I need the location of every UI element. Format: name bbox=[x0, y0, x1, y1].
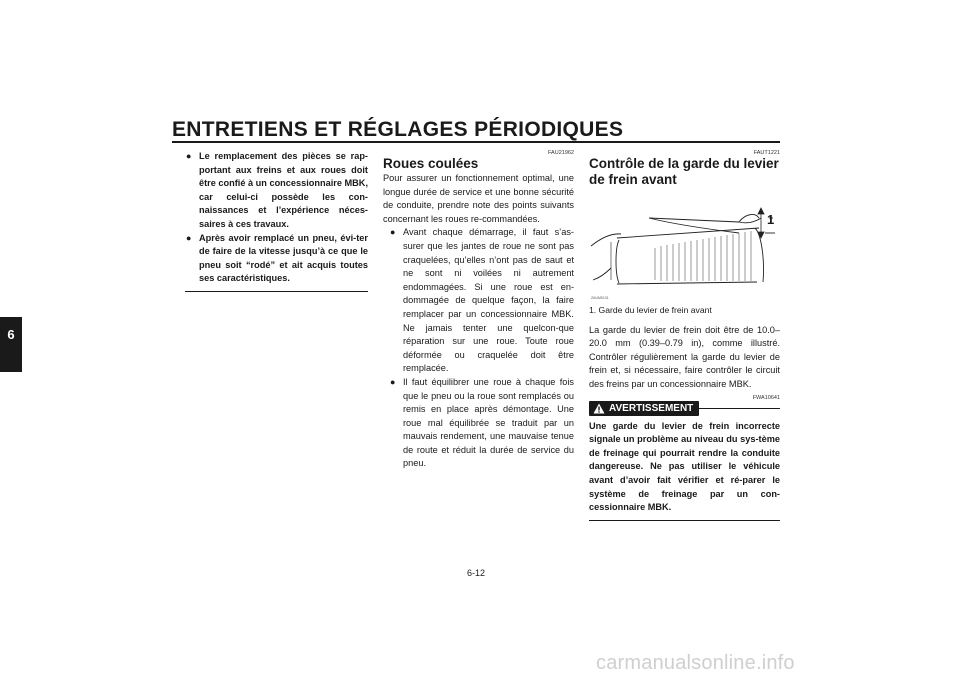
wheel-bullets bbox=[389, 226, 574, 471]
figure-caption: 1. Garde du levier de frein avant bbox=[589, 305, 712, 315]
bullet-icon: ● bbox=[390, 227, 396, 238]
bullet-icon: ● bbox=[186, 232, 192, 243]
bullet-text: Avant chaque démarrage, il faut s’as-surer que les jantes de roue ne sont pas craquelées, qu’elles n’ont pas de saut et ne sont ni voilées ni autrement endommagées. Si une roue est en-dommagée de quelque façon, la faire remplacer par un concessionnaire MBK. Ne jamais tenter une quelcon-que réparation sur une roue. Toute roue déformée ou craquelée doit être remplacée. bbox=[403, 227, 574, 374]
chapter-tab bbox=[0, 317, 22, 372]
page-title: ENTRETIENS ET RÉGLAGES PÉRIODIQUES bbox=[172, 118, 624, 141]
warning-triangle-icon bbox=[593, 403, 605, 414]
bullet-text: Le remplacement des pièces se rap-portant aux freins et aux roues doit être confié à un concessionnaire MBK, car celui-ci possède les con-naissances et l’expérience néces-saires à ces travaux. bbox=[199, 151, 368, 229]
list-item bbox=[389, 376, 574, 471]
column-3 bbox=[589, 150, 780, 521]
brake-lever-illustration bbox=[589, 188, 780, 304]
section-heading: Roues coulées bbox=[383, 156, 479, 171]
warning-badge bbox=[589, 401, 699, 416]
title-rule bbox=[172, 141, 780, 143]
section-code: FAUT1221 bbox=[753, 150, 780, 156]
watermark: carmanualsonline.info bbox=[596, 652, 795, 674]
safety-bullets bbox=[185, 150, 368, 286]
page-number: 6-12 bbox=[467, 568, 486, 578]
list-item bbox=[185, 232, 368, 286]
list-item bbox=[389, 226, 574, 376]
warning-text: Une garde du levier de frein incorrecte signale un problème au niveau du sys-tème de freinage qui pourrait rendre la conduite dangereuse. Ne pas utiliser le véhicule avant d’avoir fait vérifier et ré-parer le système de freinage par un con-cessionnaire MBK. bbox=[589, 420, 780, 513]
bullet-text: Après avoir remplacé un pneu, évi-ter de faire de la vitesse jusqu’à ce que le pneu soit “rodé” et ait acquis toutes ses caractéristiques. bbox=[199, 232, 368, 284]
warning-end-rule bbox=[589, 520, 780, 521]
figure-callout: 1 bbox=[767, 212, 775, 227]
brake-lever-figure bbox=[589, 188, 780, 304]
chapter-tab-label: 6 bbox=[7, 327, 15, 342]
warning-rule bbox=[699, 408, 780, 409]
section-code: FAU21962 bbox=[548, 150, 574, 156]
warning-label: AVERTISSEMENT bbox=[609, 402, 694, 414]
column-2 bbox=[383, 150, 574, 471]
section-heading: Contrôle de la garde du levier de frein avant bbox=[589, 156, 779, 187]
warning-code: FWA10641 bbox=[752, 394, 780, 401]
section-end-rule bbox=[185, 291, 368, 292]
figure-code: ZAUM0131 bbox=[591, 296, 609, 300]
section-intro: Pour assurer un fonctionnement optimal, une longue durée de service et une bonne sécurité de conduite, prendre note des points suivants concernant les roues re-commandées. bbox=[383, 173, 574, 224]
list-item bbox=[185, 150, 368, 232]
column-1 bbox=[185, 150, 368, 292]
brake-play-text: La garde du levier de frein doit être de 10.0–20.0 mm (0.39–0.79 in), comme illustré. Contrôler régulièrement la garde du levier de frein et, si nécessaire, faire contrôler le circuit des freins par un concessionnaire MBK. bbox=[589, 324, 780, 389]
bullet-text: Il faut équilibrer une roue à chaque fois que le pneu ou la roue sont remplacés ou remis en place après démontage. Une roue mal équilibrée se traduit par un mauvais rendement, une mauvaise tenue de route et réduit la durée de service du pneu. bbox=[403, 376, 574, 469]
bullet-icon: ● bbox=[186, 151, 192, 161]
warning-header bbox=[589, 401, 780, 416]
bullet-icon: ● bbox=[390, 376, 396, 387]
